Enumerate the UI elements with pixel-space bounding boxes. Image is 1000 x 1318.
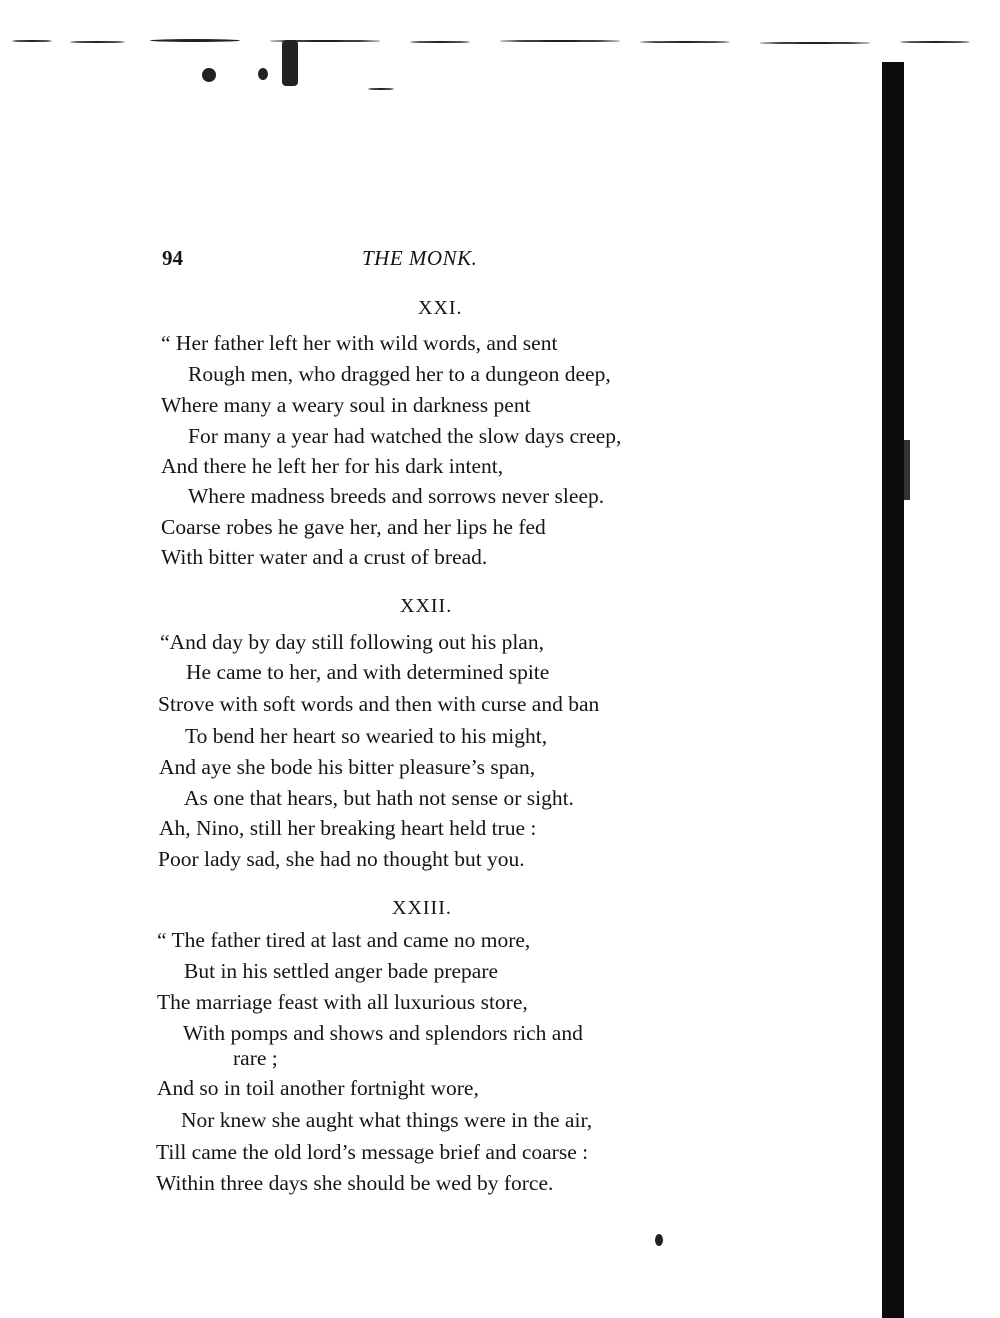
verse-line: rare ; xyxy=(233,1046,278,1070)
verse-line: And aye she bode his bitter pleasure’s span, xyxy=(159,755,536,779)
verse-line: Within three days she should be wed by force. xyxy=(156,1171,554,1195)
ink-blot xyxy=(202,68,216,82)
verse-line: Where madness breeds and sorrows never sleep. xyxy=(188,484,605,508)
verse-line: As one that hears, but hath not sense or sight. xyxy=(184,786,574,810)
ink-blot xyxy=(655,1234,663,1246)
verse-line: And so in toil another fortnight wore, xyxy=(157,1076,479,1100)
page-number: 94 xyxy=(162,246,183,270)
verse-line: He came to her, and with determined spite xyxy=(186,660,550,684)
ink-blot xyxy=(258,68,268,80)
stanza-number: XXIII. xyxy=(392,897,452,919)
verse-line: Coarse robes he gave her, and her lips he fed xyxy=(161,515,546,539)
ink-blot xyxy=(368,88,394,90)
running-title: THE MONK. xyxy=(362,246,478,270)
verse-line: For many a year had watched the slow days creep, xyxy=(188,424,622,448)
stanza-number: XXII. xyxy=(400,595,453,617)
verse-line: “ The father tired at last and came no more, xyxy=(157,928,531,952)
verse-line: But in his settled anger bade prepare xyxy=(184,959,499,983)
verse-line: Rough men, who dragged her to a dungeon deep, xyxy=(188,362,611,386)
binding-shadow xyxy=(882,62,904,1318)
binding-shadow-edge xyxy=(904,440,910,500)
verse-line: With bitter water and a crust of bread. xyxy=(161,545,488,569)
verse-line: And there he left her for his dark intent, xyxy=(161,454,504,478)
verse-line: “And day by day still following out his plan, xyxy=(160,630,544,654)
verse-line: Ah, Nino, still her breaking heart held true : xyxy=(159,816,537,840)
verse-line: Where many a weary soul in darkness pent xyxy=(161,393,531,417)
verse-line: Strove with soft words and then with curse and ban xyxy=(158,692,600,716)
verse-line: The marriage feast with all luxurious store, xyxy=(157,990,528,1014)
verse-line: With pomps and shows and splendors rich and xyxy=(183,1021,583,1045)
verse-line: Poor lady sad, she had no thought but you. xyxy=(158,847,525,871)
verse-line: Nor knew she aught what things were in the air, xyxy=(181,1108,593,1132)
scan-noise-top xyxy=(0,36,980,50)
ink-blot xyxy=(282,40,298,86)
verse-line: To bend her heart so wearied to his might, xyxy=(185,724,548,748)
verse-line: “ Her father left her with wild words, and sent xyxy=(161,331,558,355)
stanza-number: XXI. xyxy=(418,297,463,319)
verse-line: Till came the old lord’s message brief and coarse : xyxy=(156,1140,589,1164)
